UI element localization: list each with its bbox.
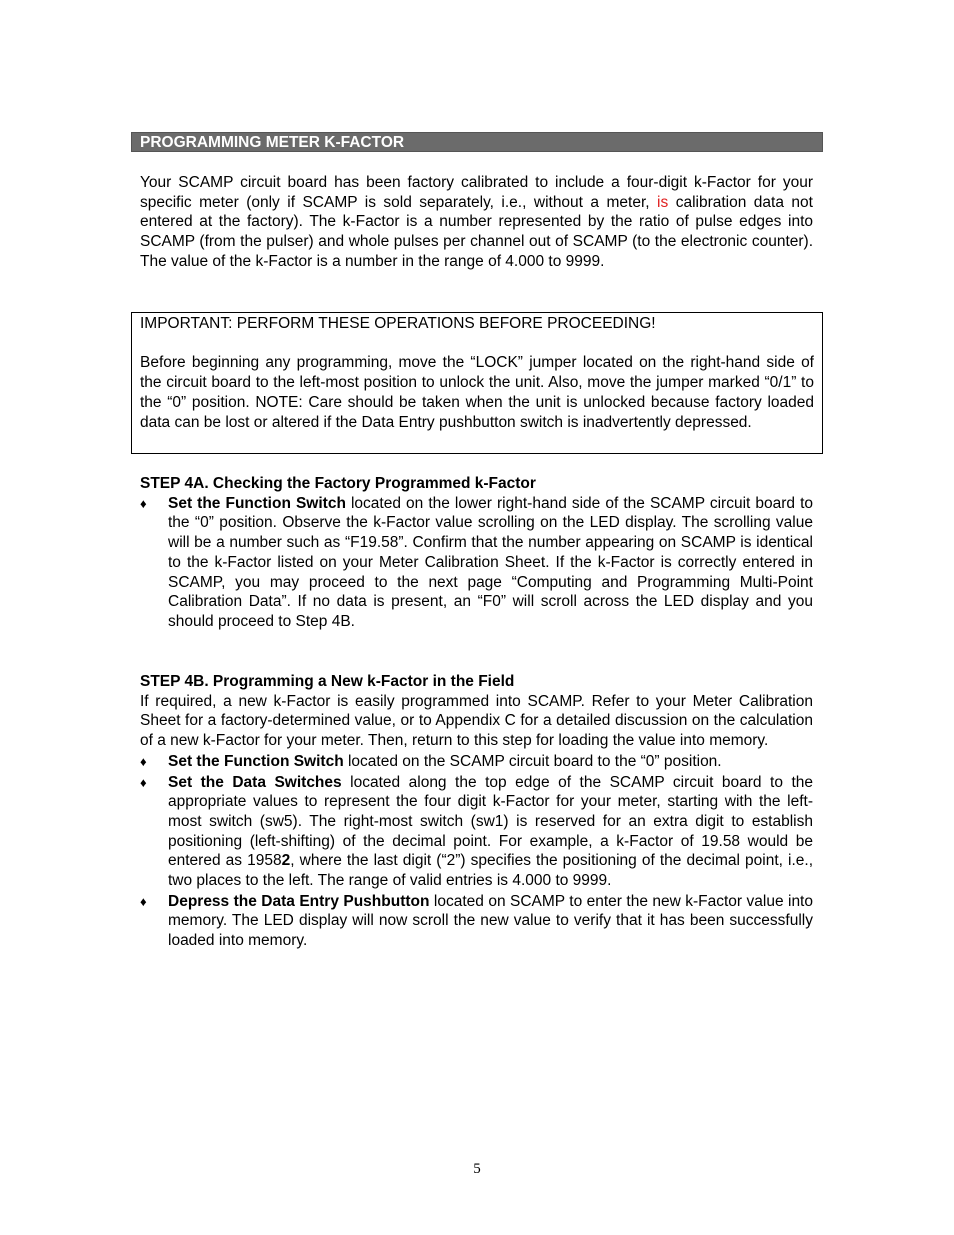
bullet-bold-label: Set the Function Switch xyxy=(168,752,344,770)
bullet-text: located on SCAMP to enter the new k-Factor value into memory. The LED display will now scroll the new value to verify that it has been successfully loaded into memory. xyxy=(168,892,813,950)
page-number: 5 xyxy=(473,1161,481,1177)
bullet-bold-label: Depress the Data Entry Pushbutton xyxy=(168,892,430,910)
section-title: PROGRAMMING METER K-FACTOR xyxy=(140,134,405,151)
bullet-text: located on the lower right-hand side of the SCAMP circuit board to the “0” position. Observe the k-Factor value scrolling on the LED display. The scrolling value will be a number such as “F19.58”. Confirm that the number appearing on SCAMP is identical to the k-Factor listed on your Meter Calibration Sheet. If the k-Factor is correctly entered in SCAMP, you may proceed to the next page “Computing and Programming Multi-Point Calibration Data”. If no data is present, an “F0” will scroll across the LED display and you should proceed to Step 4B. xyxy=(168,494,813,630)
step-4b-block xyxy=(140,672,813,951)
diamond-bullet-icon: ♦ xyxy=(140,753,147,769)
intro-highlight: is xyxy=(657,193,669,211)
intro-text-part1: Your SCAMP circuit board has been factory calibrated to include a four-digit k-Factor for your specific meter (only if SCAMP is sold separately, i.e., without a meter, xyxy=(140,174,813,211)
bullet-text: located on the SCAMP circuit board to the “0” position. xyxy=(343,752,722,770)
bullet-bold-label: Set the Data Switches xyxy=(168,773,342,791)
list-item xyxy=(140,752,813,772)
intro-paragraph xyxy=(140,173,813,272)
list-item xyxy=(140,494,813,632)
bold-digit: 2 xyxy=(281,852,291,870)
important-body: Before beginning any programming, move the “LOCK” jumper located on the right-hand side of the circuit board to the left-most position to unlock the unit. Also, move the jumper marked “0/1” to the “0” position. NOTE: Care should be taken when the unit is unlocked because factory loaded data can be lost or altered if the Data Entry pushbutton switch is inadvertently depressed. xyxy=(140,354,814,431)
list-item xyxy=(140,773,813,891)
intro-text-part2: calibration data not entered at the factory). The k-Factor is a number represented by the ratio of pulse edges into SCAMP (from the pulser) and whole pulses per channel out of SCAMP (to the electronic counter). The value of the k-Factor is a number in the range of 4.000 to 9999. xyxy=(140,193,813,270)
bullet-text: , where the last digit (“2”) specifies the positioning of the decimal point, i.e., two places to the left. The range of valid entries is 4.000 to 9999. xyxy=(168,852,813,890)
diamond-bullet-icon: ♦ xyxy=(140,774,147,790)
list-item xyxy=(140,892,813,951)
intro-block xyxy=(140,173,813,272)
step-4b-intro: If required, a new k-Factor is easily programmed into SCAMP. Refer to your Meter Calibration Sheet for a factory-determined value, or to Appendix C for a detailed discussion on the calculation of a new k-Factor for your meter. Then, return to this step for loading the value into memory. xyxy=(140,692,813,750)
step-4a-heading: STEP 4A. Checking the Factory Programmed k-Factor xyxy=(140,475,536,492)
step-4b-list xyxy=(140,752,813,951)
diamond-bullet-icon: ♦ xyxy=(140,893,147,909)
step-4a-block xyxy=(140,474,813,632)
bullet-bold-label: Set the Function Switch xyxy=(168,494,346,512)
important-heading: IMPORTANT: PERFORM THESE OPERATIONS BEFORE PROCEEDING! xyxy=(140,315,656,332)
section-title-bar xyxy=(131,132,823,152)
step-4b-heading: STEP 4B. Programming a New k-Factor in the Field xyxy=(140,673,515,690)
important-notice-box xyxy=(131,312,823,454)
step-4a-list xyxy=(140,494,813,632)
bullet-text: located along the top edge of the SCAMP circuit board to the appropriate values to represent the four digit k-Factor for your meter, starting with the left-most switch (sw5). The right-most switch (sw1) is reserved for an extra digit to establish positioning (left-shifting) of the decimal point. For example, a k-Factor of 19.58 would be entered as 1958 xyxy=(168,773,813,870)
diamond-bullet-icon: ♦ xyxy=(140,495,147,511)
